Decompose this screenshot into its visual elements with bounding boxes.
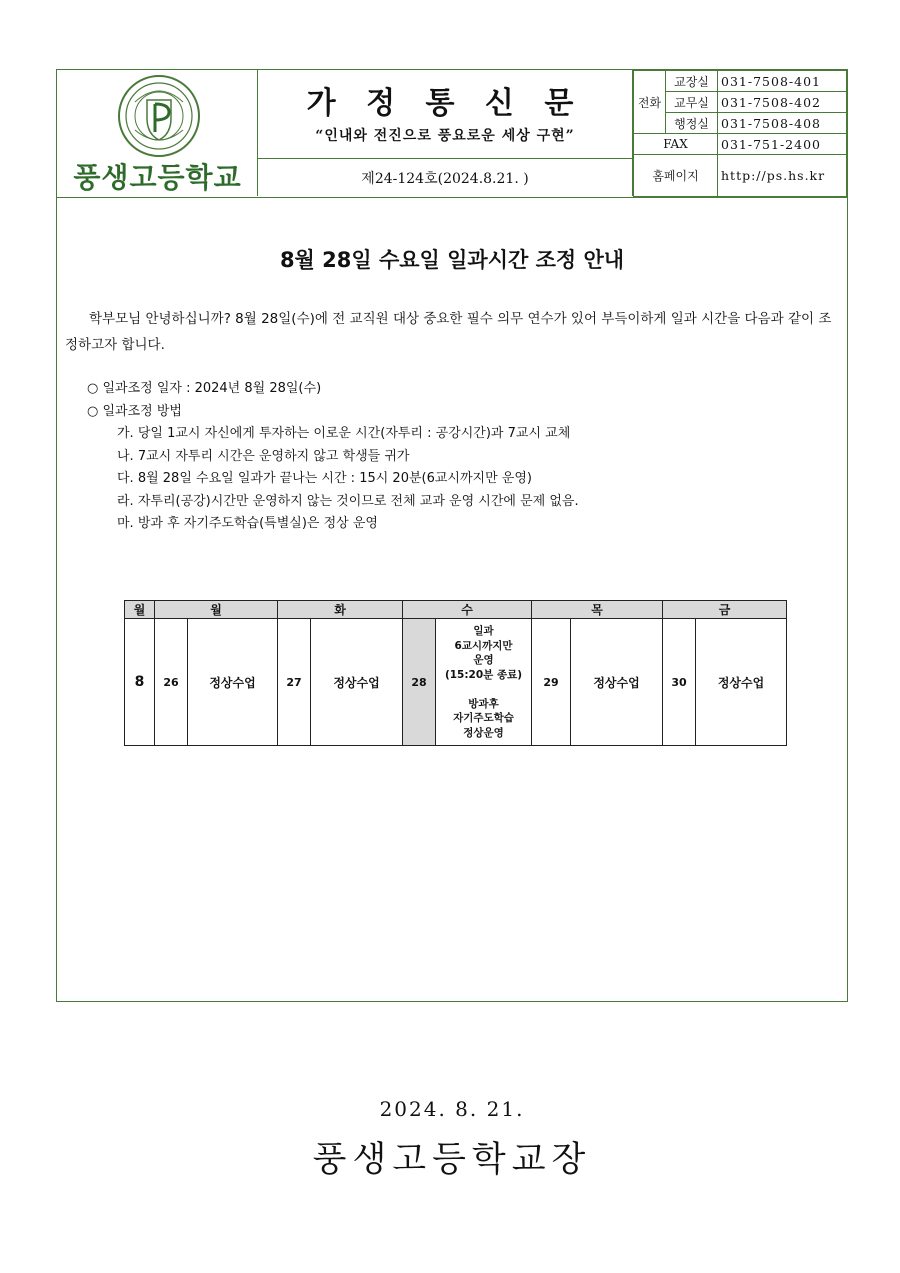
school-name: 풍생고등학교 — [73, 161, 242, 194]
list-subitem: 나. 7교시 자투리 시간은 운영하지 않고 학생들 귀가 — [117, 448, 410, 464]
day-cell: 27 — [278, 619, 311, 746]
note-line: 방과후 — [468, 697, 499, 710]
school-logo-area — [57, 70, 258, 196]
phone-label: 전화 — [634, 71, 666, 134]
header-cell: 목 — [532, 601, 663, 619]
notice-title: 8월 28일 수요일 일과시간 조정 안내 — [279, 248, 625, 272]
event-cell: 정상수업 — [311, 619, 403, 746]
schedule-header-row — [125, 601, 787, 619]
schedule-row — [125, 619, 787, 746]
contact-row-number: 031-7508-402 — [718, 92, 847, 113]
school-motto: “인내와 전진으로 풍요로운 세상 구현” — [315, 128, 575, 144]
header-cell: 월 — [125, 601, 155, 619]
header-cell: 금 — [663, 601, 787, 619]
homepage-link[interactable]: http://ps.hs.kr — [718, 155, 847, 197]
schedule-table — [124, 600, 787, 746]
list-subitem: 가. 당일 1교시 자신에게 투자하는 이로운 시간(자투리 : 공강시간)과 7교시 교체 — [117, 426, 571, 441]
day-cell: 26 — [155, 619, 188, 746]
list-item: ○ 일과조정 방법 — [87, 403, 182, 419]
note-spacer — [436, 682, 531, 697]
list-item: ○ 일과조정 일자 : 2024년 8월 28일(수) — [87, 381, 322, 396]
list-subitem: 마. 방과 후 자기주도학습(특별실)은 정상 운영 — [117, 516, 378, 531]
contact-row-number: 031-7508-401 — [718, 71, 847, 92]
notice-items — [87, 378, 579, 536]
signer: 풍생고등학교장 — [312, 1140, 592, 1180]
issue-date: 2024. 8. 21. — [379, 1097, 525, 1121]
header-cell: 화 — [278, 601, 403, 619]
day-cell: 29 — [532, 619, 571, 746]
event-cell-special — [436, 619, 532, 746]
note-line: 일과 — [473, 625, 494, 637]
homepage-label: 홈페이지 — [634, 155, 718, 197]
note-line: 정상운영 — [463, 726, 504, 739]
note-line: 6교시까지만 — [454, 639, 513, 652]
contact-row-number: 031-7508-408 — [718, 113, 847, 134]
contact-row-label: 행정실 — [666, 113, 718, 134]
contact-table — [633, 70, 847, 197]
header-cell: 수 — [403, 601, 532, 619]
header-cell: 월 — [155, 601, 278, 619]
document-frame — [56, 69, 848, 1180]
intro-paragraph: 학부모님 안녕하십니까? 8월 28일(수)에 전 교직원 대상 중요한 필수 의무 연수가 있어 부득이하게 일과 시간을 다음과 같이 조정하고자 합니다. — [65, 311, 832, 353]
letterhead — [57, 70, 847, 198]
event-cell: 정상수업 — [571, 619, 663, 746]
fax-number: 031-751-2400 — [718, 134, 847, 155]
newsletter-title: 가 정 통 신 문 — [306, 86, 584, 121]
event-cell: 정상수업 — [188, 619, 278, 746]
note-line: (15:20분 종료) — [444, 668, 523, 681]
divider — [258, 158, 632, 159]
fax-label: FAX — [634, 134, 718, 155]
month-cell: 8 — [125, 619, 155, 746]
note-line: 자기주도학습 — [453, 712, 514, 724]
note-line: 운영 — [473, 654, 494, 666]
issue-number: 제24-124호(2024.8.21. ) — [361, 171, 529, 187]
list-subitem: 라. 자투리(공강)시간만 운영하지 않는 것이므로 전체 교과 운영 시간에 문제 없음. — [117, 493, 579, 509]
letterhead-title-area — [258, 70, 633, 196]
contact-row-label: 교장실 — [666, 71, 718, 92]
event-cell: 정상수업 — [696, 619, 787, 746]
contact-row-label: 교무실 — [666, 92, 718, 113]
list-subitem: 다. 8월 28일 수요일 일과가 끝나는 시간 : 15시 20분(6교시까지만 운영) — [117, 471, 532, 486]
day-cell: 30 — [663, 619, 696, 746]
day-cell: 28 — [403, 619, 436, 746]
school-emblem-icon — [117, 74, 201, 158]
